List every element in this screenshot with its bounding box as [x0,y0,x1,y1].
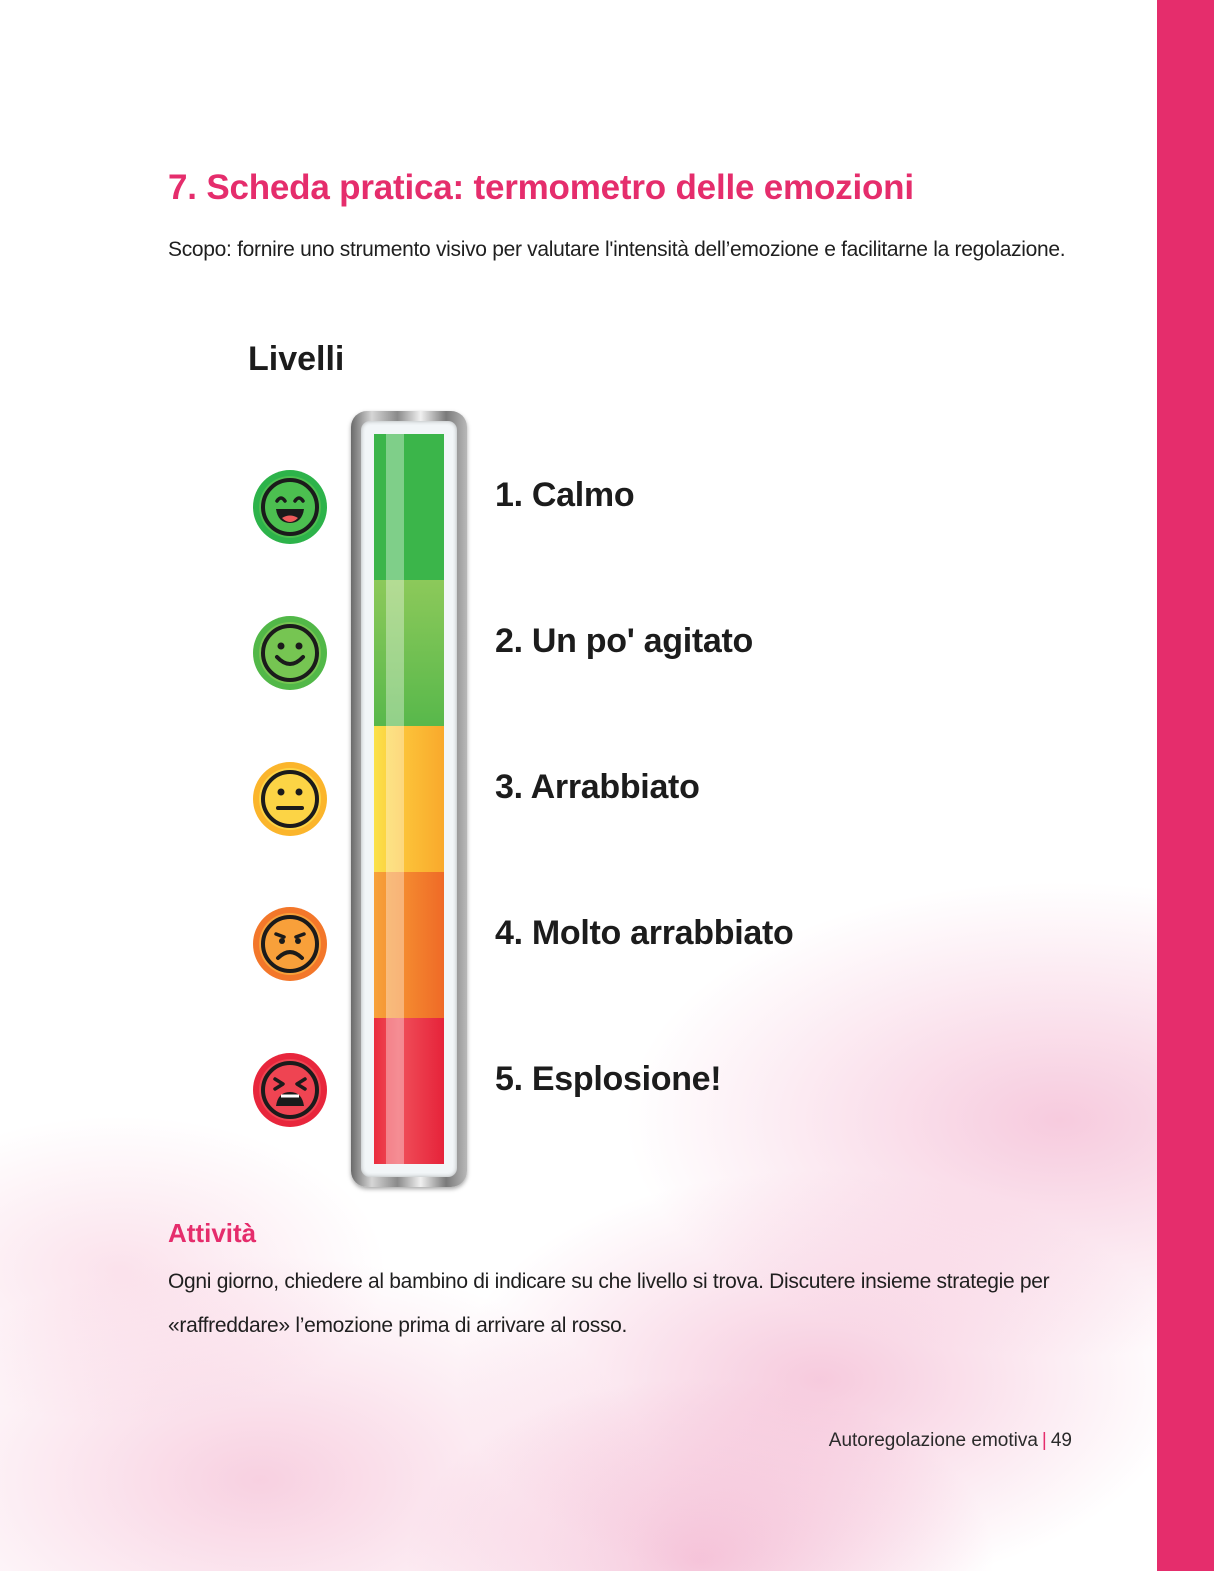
activity-heading: Attività [168,1218,257,1248]
thermometer-segment-2 [374,580,444,726]
thermometer-tube [361,421,457,1177]
neutral-face-icon [252,761,328,837]
levels-heading: Livelli [248,340,345,378]
footer-section-title: Autoregolazione emotiva [828,1430,1038,1451]
level-label-4: 4. Molto arrabbiato [495,914,794,952]
thermometer-segment-4 [374,872,444,1018]
intro-paragraph: Scopo: fornire uno strumento visivo per valutare l'intensità dell’emozione e facilitarne la regolazione. [168,238,1066,261]
footer-separator: | [1041,1430,1047,1451]
page-footer [829,1430,1072,1452]
level-label-1: 1. Calmo [495,476,635,514]
smiling-face-icon [252,615,328,691]
crying-face-icon [252,1052,328,1128]
side-accent-bar [1157,0,1214,1571]
page-number: 49 [1050,1430,1072,1451]
frowning-face-icon [252,906,328,982]
level-label-3: 3. Arrabbiato [495,768,700,806]
level-label-2: 2. Un po' agitato [495,622,753,660]
activity-paragraph: Ogni giorno, chiedere al bambino di indicare su che livello si trova. Discutere insieme strategie per «raffreddare» l’emozione prima di arrivare al rosso. [168,1270,1050,1337]
thermometer-segment-3 [374,726,444,872]
thermometer-segment-5 [374,1018,444,1164]
page-title: 7. Scheda pratica: termometro delle emozioni [168,168,914,207]
laughing-face-icon [252,469,328,545]
emotion-thermometer [351,411,467,1187]
level-label-5: 5. Esplosione! [495,1060,722,1098]
thermometer-segment-1 [374,434,444,580]
